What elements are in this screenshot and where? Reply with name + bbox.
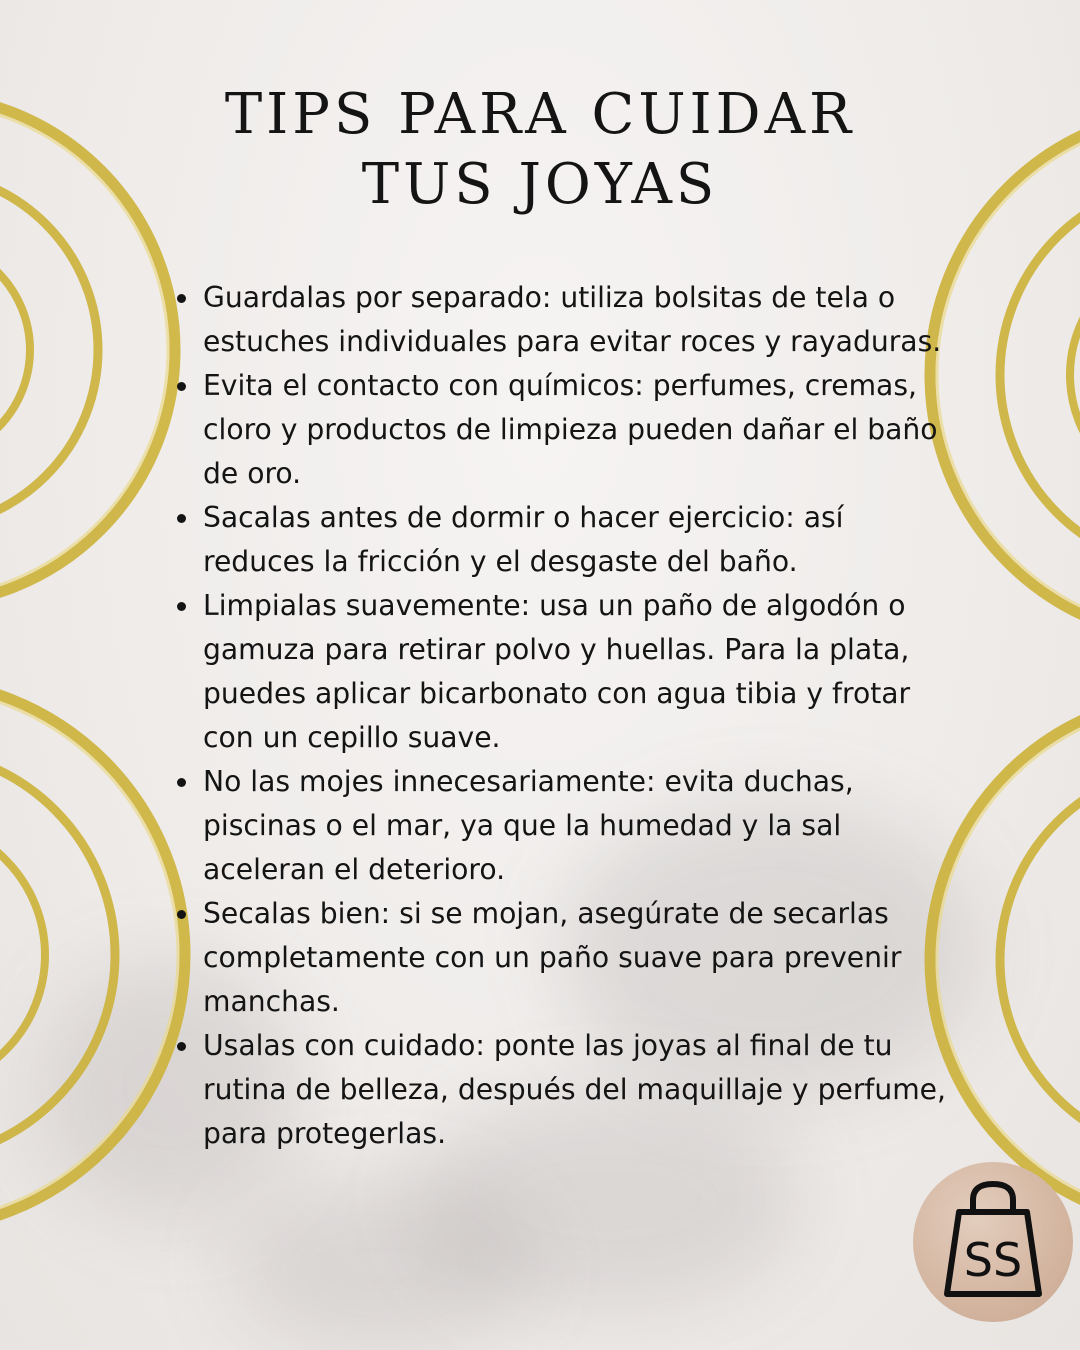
tips-list (203, 276, 948, 1156)
page-title-line-1: TIPS PARA CUIDAR (224, 82, 856, 147)
page-title (0, 80, 1080, 220)
tip-item: Guardalas por separado: utiliza bolsitas de tela o estuches individuales para evitar roces y rayaduras. (203, 276, 948, 364)
logo-text: SS (963, 1233, 1023, 1287)
brand-logo (913, 1162, 1073, 1322)
tip-item: Sacalas antes de dormir o hacer ejercicio: así reduces la fricción y el desgaste del baño. (203, 496, 948, 584)
shopping-bag-icon (913, 1162, 1073, 1322)
tip-item: Secalas bien: si se mojan, asegúrate de secarlas completamente con un paño suave para prevenir manchas. (203, 892, 948, 1024)
tip-item: Evita el contacto con químicos: perfumes, cremas, cloro y productos de limpieza pueden dañar el baño de oro. (203, 364, 948, 496)
page-title-line-2: TUS JOYAS (361, 152, 719, 217)
tip-item: No las mojes innecesariamente: evita duchas, piscinas o el mar, ya que la humedad y la sal aceleran el deterioro. (203, 760, 948, 892)
tip-item: Usalas con cuidado: ponte las joyas al final de tu rutina de belleza, después del maquillaje y perfume, para protegerlas. (203, 1024, 948, 1156)
tip-item: Limpialas suavemente: usa un paño de algodón o gamuza para retirar polvo y huellas. Para la plata, puedes aplicar bicarbonato con agua tibia y frotar con un cepillo suave. (203, 584, 948, 760)
